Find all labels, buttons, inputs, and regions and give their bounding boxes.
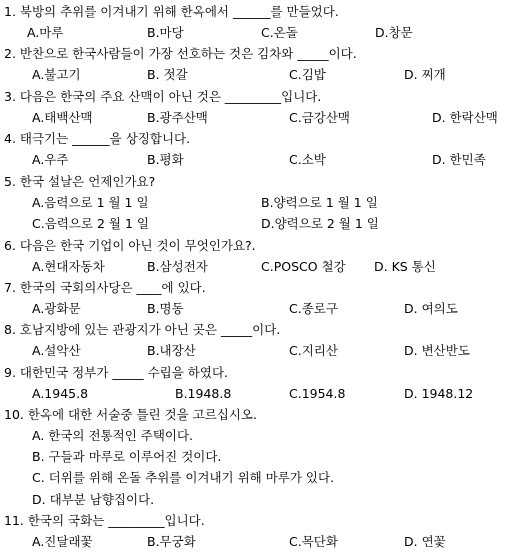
question-9: 9. 대한민국 정부가 _____ 수립을 하였다. [4, 365, 228, 380]
option-5-d: D.양력으로 2 월 1 일 [261, 216, 379, 231]
option-1-c: C.온돌 [261, 25, 298, 40]
option-7-a: A.광화문 [32, 301, 81, 316]
options-row-7 [0, 299, 522, 319]
options-row-8 [0, 341, 522, 361]
option-5-c: C.음력으로 2 월 1 일 [32, 216, 149, 231]
option-9-a: A.1945.8 [32, 386, 89, 401]
question-2: 2. 반찬으로 한국사람들이 가장 선호하는 것은 김차와 _____이다. [4, 46, 357, 61]
option-4-d: D. 한민족 [432, 152, 486, 167]
options-row-5a [0, 193, 522, 213]
question-11: 11. 한국의 국화는 _________입니다. [4, 513, 205, 528]
option-1-d: D.창문 [375, 25, 413, 40]
option-6-a: A.현대자동차 [32, 259, 105, 274]
option-10-c: C. 더위를 위해 온돌 추위를 이겨내기 위해 마루가 있다. [32, 470, 335, 485]
option-9-d: D. 1948.12 [404, 386, 474, 401]
options-row-4 [0, 150, 522, 170]
question-4: 4. 태극기는 ______을 상징합니다. [4, 131, 191, 146]
option-2-c: C.김밥 [289, 67, 326, 82]
option-5-b: B.양력으로 1 월 1 일 [261, 195, 378, 210]
options-row-2 [0, 65, 522, 85]
question-6: 6. 다음은 한국 기업이 아닌 것이 무엇인가요?. [4, 238, 256, 253]
question-8: 8. 호남지방에 있는 관광지가 아닌 곳은 _____이다. [4, 322, 281, 337]
option-8-d: D. 변산반도 [404, 343, 470, 358]
option-7-c: C.종로구 [289, 301, 338, 316]
option-1-b: B.마당 [147, 25, 184, 40]
option-7-d: D. 여의도 [404, 301, 458, 316]
option-8-c: C.지리산 [289, 343, 338, 358]
option-4-b: B.평화 [147, 152, 184, 167]
option-2-b: B. 젓갈 [147, 67, 188, 82]
question-1: 1. 북방의 추위를 이겨내기 위해 한옥에서 ______를 만들었다. [4, 4, 339, 19]
option-6-d: D. KS 통신 [374, 259, 436, 274]
option-9-c: C.1954.8 [289, 386, 346, 401]
option-11-d: D. 연꽃 [404, 534, 446, 549]
option-4-a: A.우주 [32, 152, 69, 167]
options-row-1 [0, 23, 522, 43]
option-3-a: A.태백산맥 [32, 110, 93, 125]
option-11-a: A.진달래꽃 [32, 534, 93, 549]
question-10: 10. 한옥에 대한 서술중 틀린 것을 고르십시오. [4, 407, 257, 422]
question-5: 5. 한국 설날은 언제인가요? [4, 174, 156, 189]
option-11-c: C.목단화 [289, 534, 338, 549]
option-9-b: B.1948.8 [175, 386, 232, 401]
options-row-9 [0, 384, 522, 404]
option-3-d: D. 한락산맥 [432, 110, 498, 125]
option-2-d: D. 찌개 [404, 67, 446, 82]
question-7: 7. 한국의 국회의사당은 ____에 있다. [4, 280, 206, 295]
option-10-d: D. 대부분 남향집이다. [32, 492, 155, 507]
option-10-a: A. 한국의 전통적인 주택이다. [32, 428, 194, 443]
question-3: 3. 다음은 한국의 주요 산맥이 아닌 것은 _________입니다. [4, 89, 322, 104]
options-row-6 [0, 257, 522, 277]
option-2-a: A.불고기 [32, 67, 81, 82]
option-3-c: C.금강산맥 [289, 110, 351, 125]
option-8-a: A.설악산 [32, 343, 81, 358]
options-row-5b [0, 214, 522, 234]
option-3-b: B.광주산맥 [147, 110, 208, 125]
option-6-c: C.POSCO 철강 [261, 259, 346, 274]
option-11-b: B.무궁화 [147, 534, 196, 549]
option-6-b: B.삼성전자 [147, 259, 208, 274]
option-5-a: A.음력으로 1 월 1 일 [32, 195, 149, 210]
options-row-11 [0, 532, 522, 552]
option-10-b: B. 구들과 마루로 이루어진 것이다. [32, 449, 222, 464]
option-4-c: C.소박 [289, 152, 326, 167]
option-8-b: B.내장산 [147, 343, 196, 358]
option-1-a: A.마루 [27, 25, 64, 40]
option-7-b: B.명동 [147, 301, 184, 316]
options-row-3 [0, 108, 522, 128]
